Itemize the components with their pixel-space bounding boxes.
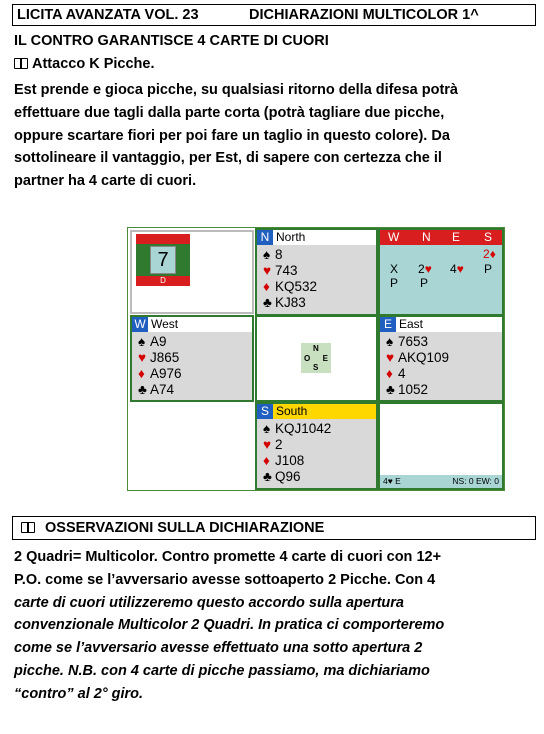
north-tag: N [257,230,273,245]
south-spades: KQJ1042 [275,421,332,436]
spade-icon: ♠ [263,247,271,262]
north-hearts: 743 [275,263,298,278]
subtitle: IL CONTRO GARANTISCE 4 CARTE DI CUORI [14,33,329,49]
observations-italic [14,592,534,706]
obs-line: 2 Quadri= Multicolor. Contro promette 4 carte di cuori con 12+ [14,549,442,565]
east-spades: 7653 [398,334,429,349]
south-clubs: Q96 [275,469,301,484]
south-hearts: 2 [275,437,283,452]
west-name: West [151,317,179,331]
result-score: NS: 0 EW: 0 [452,476,499,486]
south-diamonds: J108 [275,453,305,468]
section2-header [12,516,536,540]
west-diamonds: A976 [150,366,182,381]
result-bar [380,475,502,488]
east-diamonds: 4 [398,366,406,381]
board-number-cell [130,230,254,314]
compass-n: N [313,344,319,353]
compass-o: O [304,354,311,363]
result-contract: 4♥ E [383,476,401,486]
west-tag: W [132,317,148,332]
obs-line: convenzionale Multicolor 2 Quadri. In pratica ci comporteremo [14,617,445,634]
auction-bid: 2♥ [418,262,432,276]
table-center [255,315,378,402]
club-icon: ♣ [263,469,272,484]
south-name: South [276,404,308,418]
heart-icon: ♥ [138,350,147,365]
west-hearts: J865 [150,350,180,365]
spade-icon: ♠ [138,334,146,349]
heart-icon: ♥ [263,263,272,278]
book-icon [14,58,28,69]
auction-head-n: N [422,230,431,244]
auction-bid: 2♦ [483,247,496,261]
intro-line: sottolineare il vantaggio, per Est, di sapere con certezza che il [14,150,442,167]
auction-bid: X [390,262,399,276]
header-left: LICITA AVANZATA VOL. 23 [17,7,199,23]
result-cell [378,402,504,490]
north-diamonds: KQ532 [275,279,318,294]
book-icon [21,522,35,533]
auction-head-w: W [388,230,400,244]
intro-line: Est prende e gioca picche, su qualsiasi ritorno della difesa potrà [14,82,458,98]
lead-line [14,56,155,72]
east-hand [378,315,504,402]
compass-s: S [313,363,319,372]
diamond-icon: ♦ [386,366,393,381]
auction-head-s: S [484,230,493,244]
intro-line: partner ha 4 carte di cuori. [14,173,197,190]
lead-text: Attacco K Picche. [32,56,155,72]
heart-icon: ♥ [386,350,395,365]
east-tag: E [380,317,396,332]
obs-line: come se l’avversario avesse effettuato una sotto apertura 2 [14,640,423,657]
intro-line: effettuare due tagli dalla parte corta (potrà tagliare due picche, [14,104,445,121]
compass [301,343,331,373]
auction-bid: P [390,276,399,290]
board-number: 7 [150,246,176,274]
east-clubs: 1052 [398,382,429,397]
west-hand [130,315,254,402]
auction-bid: P [420,276,429,290]
obs-line: P.O. come se l’avversario avesse sottoaperto 2 Picche. Con 4 [14,571,436,588]
spade-icon: ♠ [263,421,271,436]
dealer-label: D [160,276,166,285]
north-spades: 8 [275,247,283,262]
north-hand [255,228,378,316]
bridge-board [127,227,505,491]
club-icon: ♣ [138,382,147,397]
page-header [12,4,536,26]
obs-line: picche. N.B. con 4 carte di picche passiamo, ma dichiariamo [14,662,430,679]
auction-box [378,228,504,316]
auction-head-e: E [452,230,461,244]
east-hearts: AKQ109 [398,350,450,365]
obs-line: “contro” al 2° giro. [14,685,144,702]
observations-paragraph [14,546,534,592]
auction-header [380,230,502,245]
west-clubs: A74 [150,382,175,397]
north-name: North [276,230,306,244]
intro-line: oppure scartare fiori per poi fare un taglio in questo colore). Da [14,127,450,144]
south-tag: S [257,404,273,419]
obs-line: carte di cuori utilizzeremo questo accordo sulla apertura [14,594,404,611]
diamond-icon: ♦ [263,279,270,294]
heart-icon: ♥ [263,437,272,452]
board-vulnerability-frame [136,234,190,286]
spade-icon: ♠ [386,334,394,349]
intro-paragraph [14,79,534,193]
east-name: East [399,317,424,331]
compass-e: E [322,354,328,363]
diamond-icon: ♦ [138,366,145,381]
west-spades: A9 [150,334,167,349]
header-right: DICHIARAZIONI MULTICOLOR 1^ [249,7,479,23]
club-icon: ♣ [386,382,395,397]
auction-bid: P [484,262,493,276]
south-hand [255,402,378,490]
diamond-icon: ♦ [263,453,270,468]
section2-title: OSSERVAZIONI SULLA DICHIARAZIONE [45,520,325,536]
auction-bid: 4♥ [450,262,464,276]
club-icon: ♣ [263,295,272,310]
north-clubs: KJ83 [275,295,306,310]
